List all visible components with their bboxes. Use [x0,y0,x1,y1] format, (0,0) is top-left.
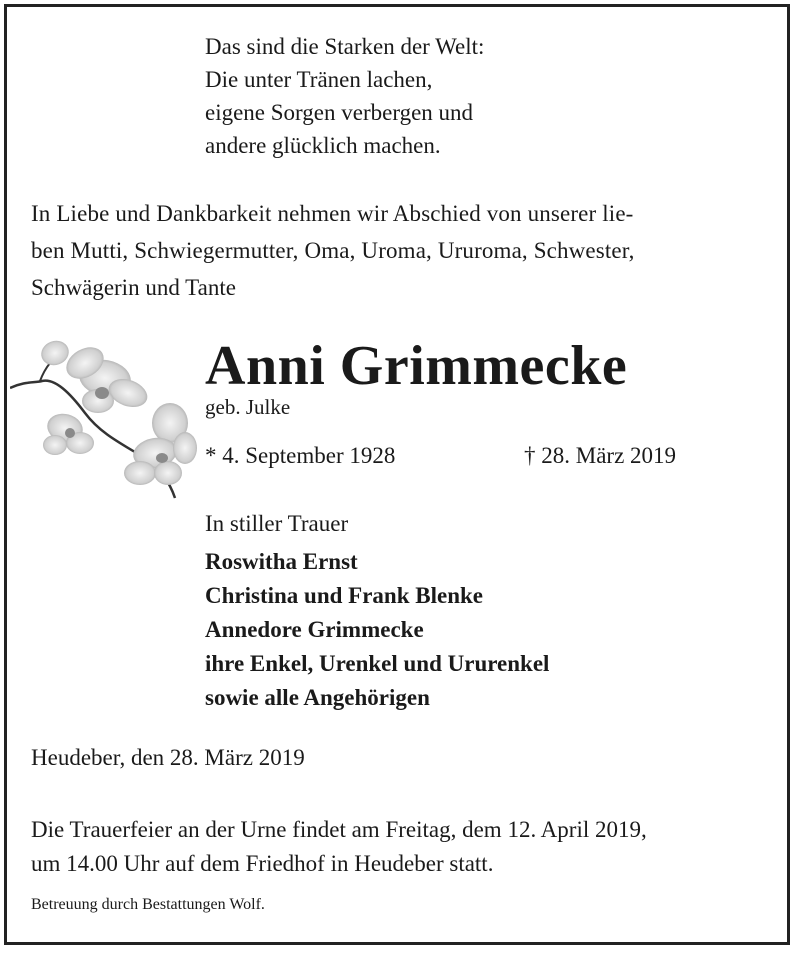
undertaker-note: Betreuung durch Bestattungen Wolf. [31,896,265,913]
funeral-line: Die Trauerfeier an der Urne findet am Freitag, dem 12. April 2019, [31,817,647,842]
mourner: Annedore Grimmecke [205,617,424,642]
poem-line: eigene Sorgen verbergen und [205,100,474,125]
place-date: Heudeber, den 28. März 2019 [31,745,305,770]
mourning-label: In stiller Trauer [205,511,349,536]
death-date: † 28. März 2019 [524,443,677,468]
orchid-icon [10,333,205,508]
mourner: sowie alle Angehörigen [205,685,430,710]
mourner: Christina und Frank Blenke [205,583,483,608]
birth-date: * 4. September 1928 [205,443,396,468]
intro-text [31,195,771,306]
intro-line: Schwägerin und Tante [31,275,236,300]
poem-line: Die unter Tränen lachen, [205,67,433,92]
intro-line: ben Mutti, Schwiegermutter, Oma, Uroma, Ururoma, Schwester, [31,238,635,263]
poem [205,30,484,162]
poem-line: andere glücklich machen. [205,133,441,158]
deceased-name: Anni Grimmecke [205,335,628,397]
mourners-list [205,545,549,715]
funeral-line: um 14.00 Uhr auf dem Friedhof in Heudeber statt. [31,851,494,876]
mourner: ihre Enkel, Urenkel und Ururenkel [205,651,550,676]
funeral-info [31,813,647,881]
poem-line: Das sind die Starken der Welt: [205,34,485,59]
maiden-name: geb. Julke [205,395,291,419]
mourner: Roswitha Ernst [205,549,358,574]
intro-line: In Liebe und Dankbarkeit nehmen wir Abschied von unserer lie- [31,201,634,226]
